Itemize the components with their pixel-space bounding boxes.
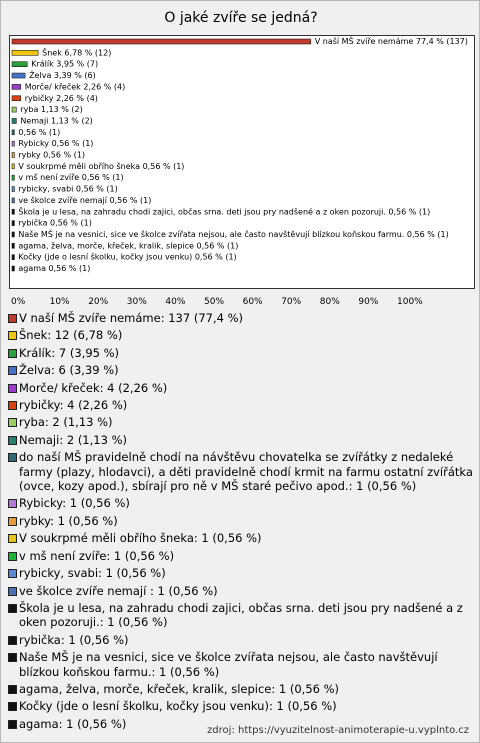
bar-label-19: Kočky (jde o lesní školku, kočky jsou venku) 0,56 % (1) bbox=[18, 252, 237, 262]
bar-3 bbox=[12, 73, 25, 78]
source-note: zdroj: https://vyuzitelnost-animoterapie-u.vyplnto.cz bbox=[207, 725, 469, 736]
bar-label-7: Nemaji 1,13 % (2) bbox=[20, 116, 93, 126]
bar-label-13: rybicky, svabi 0,56 % (1) bbox=[18, 184, 118, 194]
bar-label-2: Králík 3,95 % (7) bbox=[31, 59, 99, 69]
legend-swatch-17 bbox=[8, 653, 17, 662]
legend-swatch-9 bbox=[8, 499, 17, 508]
bar-17 bbox=[12, 232, 14, 237]
legend-swatch-10 bbox=[8, 517, 17, 526]
bar-16 bbox=[12, 221, 14, 226]
bar-label-18: agama, želva, morče, křeček, kralik, slepice 0,56 % (1) bbox=[18, 241, 239, 251]
x-tick-label-0: 0% bbox=[11, 297, 26, 307]
bar-label-1: Šnek 6,78 % (12) bbox=[42, 48, 112, 58]
legend-swatch-4 bbox=[8, 384, 17, 393]
bar-label-4: Morče/ křeček 2,26 % (4) bbox=[24, 82, 126, 92]
x-tick-label-2: 20% bbox=[88, 297, 109, 307]
bar-5 bbox=[12, 96, 21, 101]
x-tick-label-6: 60% bbox=[242, 297, 263, 307]
x-tick-label-7: 70% bbox=[281, 297, 302, 307]
legend-label-14: ve školce zvíře nemají : 1 (0,56 %) bbox=[19, 583, 218, 598]
x-tick-label-8: 80% bbox=[319, 297, 340, 307]
legend-item-10 bbox=[8, 514, 474, 528]
legend-swatch-20 bbox=[8, 720, 17, 729]
legend-swatch-16 bbox=[8, 636, 17, 645]
legend-item-6 bbox=[8, 415, 474, 429]
legend-label-20: agama: 1 (0,56 %) bbox=[19, 716, 127, 731]
bar-12 bbox=[12, 175, 14, 180]
legend-label-3: Želva: 6 (3,39 %) bbox=[19, 363, 119, 378]
legend-label-19: Kočky (jde o lesní školku, kočky jsou venku): 1 (0,56 %) bbox=[19, 699, 337, 714]
bar-8 bbox=[12, 130, 14, 135]
legend-item-17 bbox=[8, 650, 474, 679]
x-tick-label-1: 10% bbox=[49, 297, 70, 307]
legend-label-0: V naší MŠ zvíře nemáme: 137 (77,4 %) bbox=[19, 311, 244, 325]
bar-label-11: V soukrpmé měli obřího šneka 0,56 % (1) bbox=[18, 161, 185, 171]
bar-10 bbox=[12, 153, 14, 158]
bar-7 bbox=[12, 118, 16, 123]
bar-9 bbox=[12, 141, 14, 146]
legend-label-17: Naše MŠ je na vesnici, sice ve školce zvířata nejsou, ale často navštěvují blízkou koňskou farmu.: 1 (0,56 %) bbox=[19, 650, 438, 679]
legend-item-12 bbox=[8, 549, 474, 563]
x-tick-label-3: 30% bbox=[126, 297, 147, 307]
bar-label-3: Želva 3,39 % (6) bbox=[29, 71, 96, 81]
plot-area bbox=[9, 35, 475, 289]
bar-1 bbox=[12, 50, 38, 55]
legend-item-3 bbox=[8, 363, 474, 377]
legend-item-7 bbox=[8, 433, 474, 447]
legend-item-19 bbox=[8, 699, 474, 713]
bar-2 bbox=[12, 62, 27, 67]
legend-swatch-5 bbox=[8, 401, 17, 410]
bar-label-9: Rybicky 0,56 % (1) bbox=[18, 139, 94, 149]
legend-label-18: agama, želva, morče, křeček, kralik, slepice: 1 (0,56 %) bbox=[19, 681, 340, 696]
bar-label-17: Naše MŠ je na vesnici, sice ve školce zvířata nejsou, ale často navštěvují blízkou koňskou farmu. 0,56 % (1) bbox=[18, 229, 449, 239]
legend-item-2 bbox=[8, 346, 474, 360]
legend-item-1 bbox=[8, 328, 474, 342]
legend-swatch-8 bbox=[8, 453, 17, 462]
legend-item-8 bbox=[8, 450, 474, 493]
bar-label-15: Škola je u lesa, na zahradu chodi zajici, občas srna. deti jsou pry nadšené a z oken pozoruji. 0,56 % (1) bbox=[18, 207, 431, 217]
legend-label-2: Králík: 7 (3,95 %) bbox=[19, 345, 120, 360]
legend-label-12: v mš není zvíře: 1 (0,56 %) bbox=[19, 548, 175, 563]
legend-item-5 bbox=[8, 398, 474, 412]
x-tick-label-4: 40% bbox=[165, 297, 186, 307]
bar-label-6: ryba 1,13 % (2) bbox=[20, 105, 83, 115]
legend-swatch-12 bbox=[8, 552, 17, 561]
bar-label-16: rybička 0,56 % (1) bbox=[18, 218, 92, 228]
legend-item-11 bbox=[8, 531, 474, 545]
legend-label-11: V soukrpmé měli obřího šneka: 1 (0,56 %) bbox=[19, 531, 262, 546]
legend-item-16 bbox=[8, 633, 474, 647]
bar-6 bbox=[12, 107, 16, 112]
x-tick-label-10: 100% bbox=[397, 297, 423, 307]
legend-label-15: Škola je u lesa, na zahradu chodi zajici, občas srna. deti jsou pry nadšené a z oken pozoruji.: 1 (0,56 %) bbox=[19, 600, 463, 630]
chart-title: O jaké zvíře se jedná? bbox=[164, 10, 318, 26]
legend-swatch-11 bbox=[8, 534, 17, 543]
legend-item-0 bbox=[8, 311, 474, 325]
bar-label-0: V naší MŠ zvíře nemáme 77,4 % (137) bbox=[314, 37, 468, 46]
legend-label-4: Morče/ křeček: 4 (2,26 %) bbox=[19, 380, 168, 395]
legend-item-18 bbox=[8, 682, 474, 696]
legend-label-8: do naší MŠ pravidelně chodí na návštěvu chovatelka se zvířátky z nedaleké farmy (plazy, hlodavci), a děti pravidelně chodí krmit na farmu ostatní zvířátka (ovce, kozy apod.), sbírají pro ně v MŠ staré pečivo apod.: 1 (0,56 %) bbox=[19, 450, 473, 494]
legend-item-4 bbox=[8, 381, 474, 395]
bar-label-20: agama 0,56 % (1) bbox=[18, 264, 91, 273]
legend-item-13 bbox=[8, 566, 474, 580]
legend-swatch-13 bbox=[8, 569, 17, 578]
legend-swatch-18 bbox=[8, 685, 17, 694]
x-tick-label-5: 50% bbox=[204, 297, 225, 307]
legend bbox=[8, 311, 474, 734]
legend-swatch-7 bbox=[8, 436, 17, 445]
bar-18 bbox=[12, 243, 14, 248]
bar-chart bbox=[10, 36, 474, 288]
legend-swatch-15 bbox=[8, 604, 17, 613]
legend-label-1: Šnek: 12 (6,78 %) bbox=[19, 328, 123, 343]
legend-swatch-14 bbox=[8, 587, 17, 596]
legend-label-7: Nemaji: 2 (1,13 %) bbox=[19, 432, 127, 447]
legend-item-15 bbox=[8, 601, 474, 630]
legend-label-6: ryba: 2 (1,13 %) bbox=[19, 415, 113, 430]
legend-swatch-2 bbox=[8, 349, 17, 358]
legend-label-5: rybičky: 4 (2,26 %) bbox=[19, 398, 128, 413]
legend-swatch-3 bbox=[8, 366, 17, 375]
bar-13 bbox=[12, 187, 14, 192]
legend-item-14 bbox=[8, 584, 474, 598]
bar-20 bbox=[12, 266, 14, 271]
bar-0 bbox=[12, 39, 311, 44]
bar-19 bbox=[12, 255, 14, 260]
x-axis bbox=[1, 292, 480, 312]
bar-label-8: 0,56 % (1) bbox=[18, 127, 61, 137]
legend-swatch-6 bbox=[8, 418, 17, 427]
bar-4 bbox=[12, 84, 21, 89]
bar-label-12: v mš není zvíře 0,56 % (1) bbox=[18, 173, 124, 183]
legend-label-10: rybky: 1 (0,56 %) bbox=[19, 513, 118, 528]
x-tick-label-9: 90% bbox=[358, 297, 379, 307]
legend-swatch-0 bbox=[8, 314, 17, 323]
legend-label-16: rybička: 1 (0,56 %) bbox=[19, 632, 129, 647]
bar-label-10: rybky 0,56 % (1) bbox=[18, 150, 85, 160]
bar-label-14: ve školce zvíře nemají 0,56 % (1) bbox=[18, 195, 152, 205]
bar-11 bbox=[12, 164, 14, 169]
legend-label-9: Rybicky: 1 (0,56 %) bbox=[19, 496, 130, 511]
legend-swatch-1 bbox=[8, 331, 17, 340]
bar-label-5: rybičky 2,26 % (4) bbox=[24, 93, 98, 103]
legend-item-9 bbox=[8, 496, 474, 510]
legend-label-13: rybicky, svabi: 1 (0,56 %) bbox=[19, 566, 166, 581]
bar-14 bbox=[12, 198, 14, 203]
bar-15 bbox=[12, 209, 14, 214]
legend-swatch-19 bbox=[8, 702, 17, 711]
